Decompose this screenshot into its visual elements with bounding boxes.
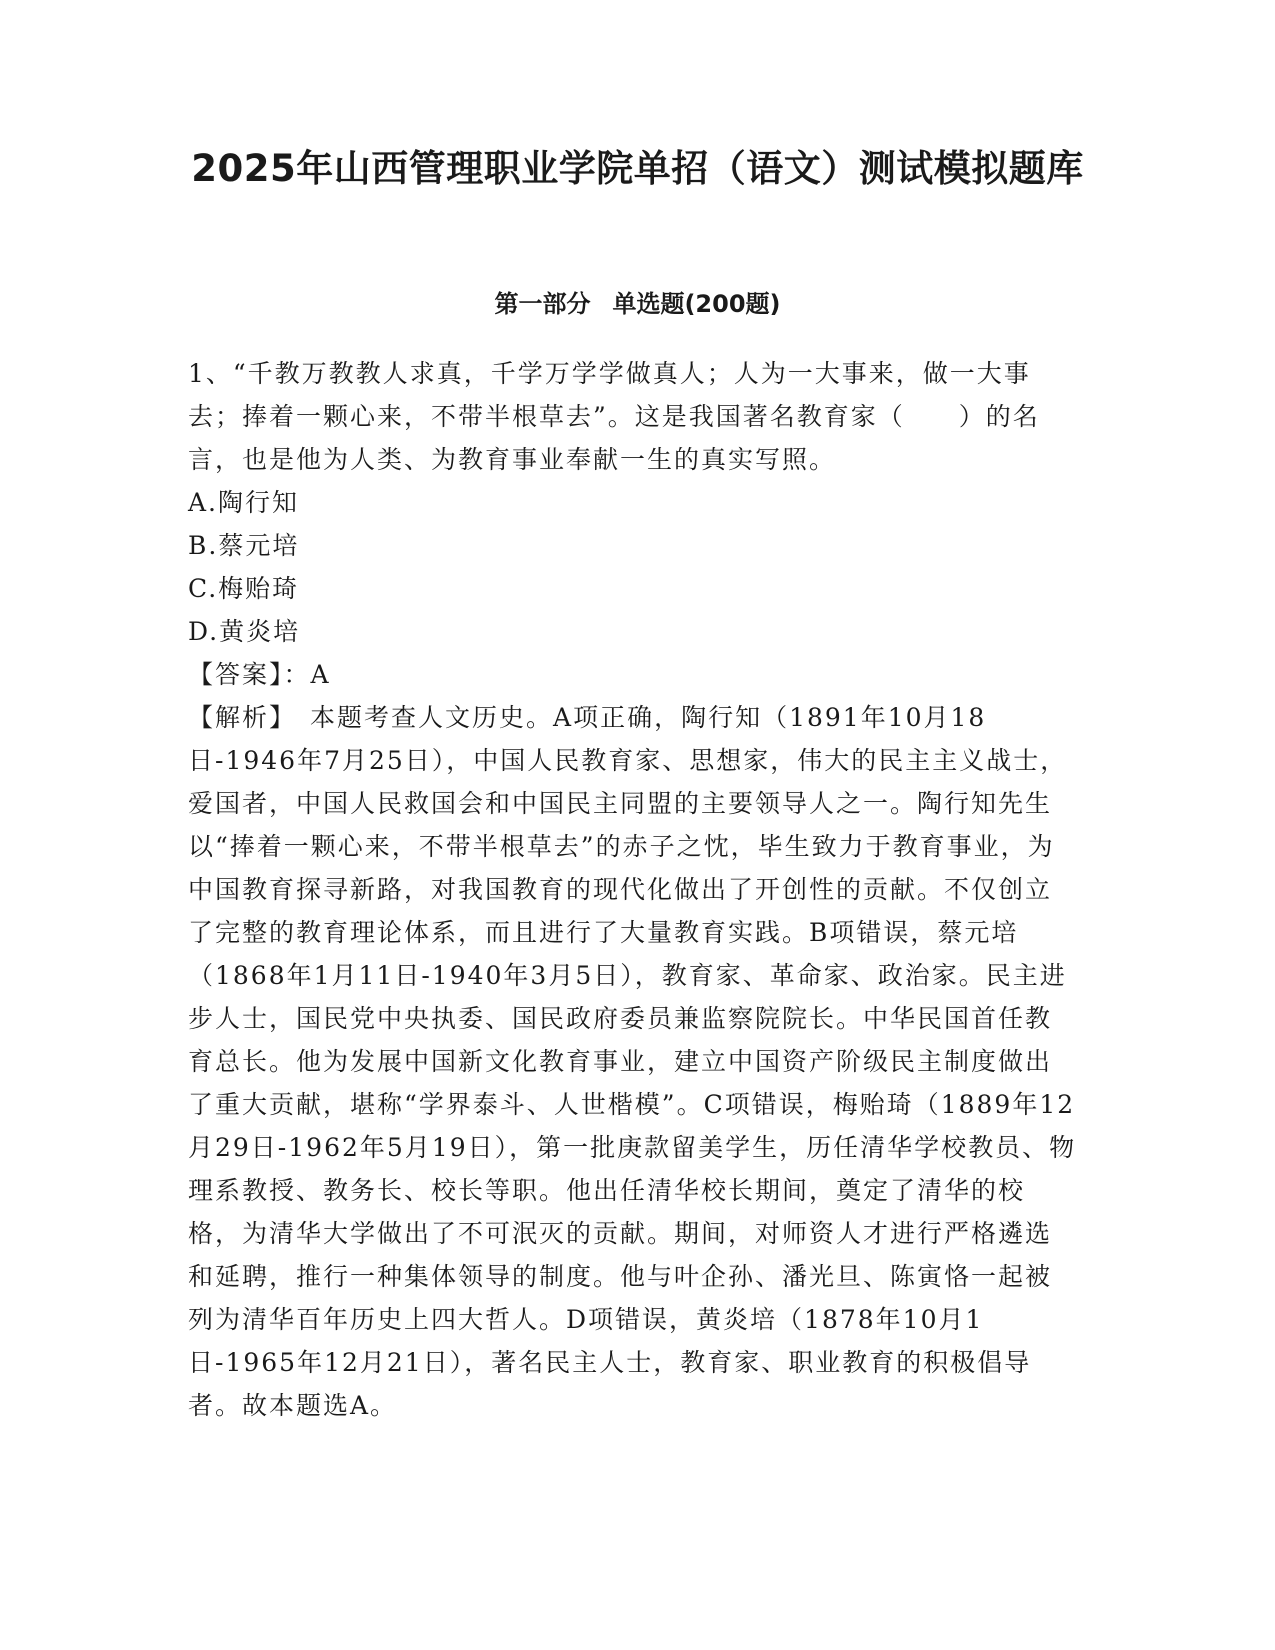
analysis-paragraph — [188, 696, 1078, 1427]
answer-label: 【答案】： — [188, 660, 311, 689]
document-title: 2025年山西管理职业学院单招（语文）测试模拟题库 — [191, 147, 1084, 190]
section-name-label: 单选题(200题) — [612, 290, 781, 318]
question-number: 1、 — [188, 359, 233, 388]
question-block — [188, 352, 1078, 1427]
answer-line — [188, 653, 1078, 696]
section-heading — [0, 288, 1275, 320]
answer-value: A — [310, 660, 331, 689]
analysis-label: 【解析】 — [188, 703, 297, 732]
option-c: C.梅贻琦 — [188, 574, 300, 603]
analysis-text: 本题考查人文历史。A项正确，陶行知（1891年10月18日-1946年7月25日），中国人民教育家、思想家，伟大的民主主义战士，爱国者，中国人民救国会和中国民主同盟的主要领导人之一。陶行知先生以“捧着一颗心来，不带半根草去”的赤子之忱，毕生致力于教育事业，为中国教育探寻新路，对我国教育的现代化做出了开创性的贡献。不仅创立了完整的教育理论体系，而且进行了大量教育实践。B项错误，蔡元培（1868年1月11日-1940年3月5日），教育家、革命家、政治家。民主进步人士，国民党中央执委、国民政府委员兼监察院院长。中华民国首任教育总长。他为发展中国新文化教育事业，建立中国资产阶级民主制度做出了重大贡献，堪称“学界泰斗、人世楷模”。C项错误，梅贻琦（1889年12月29日-1962年5月19日），第一批庚款留美学生，历任清华学校教员、物理系教授、教务长、校长等职。他出任清华校长期间，奠定了清华的校格，为清华大学做出了不可泯灭的贡献。期间，对师资人才进行严格遴选和延聘，推行一种集体领导的制度。他与叶企孙、潘光旦、陈寅恪一起被列为清华百年历史上四大哲人。D项错误，黄炎培（1878年10月1日-1965年12月21日），著名民主人士，教育家、职业教育的积极倡导者。故本题选A。 — [188, 703, 1077, 1420]
option-a: A.陶行知 — [188, 488, 300, 517]
option-b: B.蔡元培 — [188, 531, 300, 560]
question-stem — [188, 352, 1078, 481]
section-part-label: 第一部分 — [494, 290, 591, 318]
question-stem-text: “千教万教教人求真，千学万学学做真人；人为一大事来，做一大事去；捧着一颗心来，不带半根草去”。这是我国著名教育家（ ）的名言，也是他为人类、为教育事业奉献一生的真实写照。 — [188, 359, 1040, 474]
option-d: D.黄炎培 — [188, 617, 301, 646]
